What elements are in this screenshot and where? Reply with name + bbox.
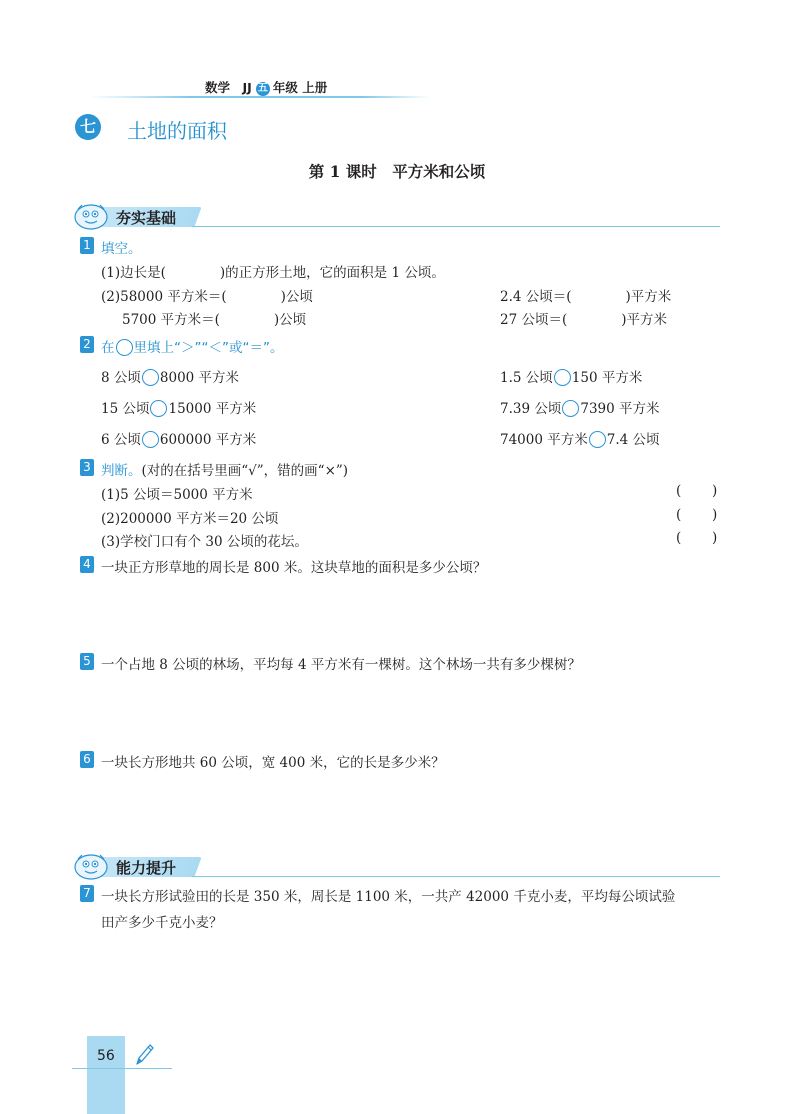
header-edition: JJ: [242, 80, 252, 95]
compare-right: 15000 平方米: [168, 401, 257, 417]
question-1-heading: 填空。: [101, 241, 142, 257]
cartoon-mascot-icon: [72, 201, 110, 231]
paren-open: (: [676, 530, 682, 546]
compare-circle-icon: [116, 339, 133, 356]
answer-circle[interactable]: [142, 369, 159, 386]
paren-open: (: [676, 507, 682, 523]
answer-circle[interactable]: [562, 400, 579, 417]
answer-circle[interactable]: [150, 400, 167, 417]
compare-right: 7.4 公顷: [606, 432, 660, 448]
question-number-1: 1: [80, 237, 94, 254]
question-2-heading: [101, 336, 283, 356]
judge-item-2: (2)200000 平方米＝20 公顷: [101, 511, 279, 527]
judge-item-1: (1)5 公顷＝5000 平方米: [101, 487, 253, 503]
compare-left: 7.39 公顷: [500, 401, 562, 417]
compare-item: [500, 397, 660, 417]
question-number-7: 7: [80, 885, 94, 902]
question-2-heading-pre: 在: [101, 340, 115, 356]
paren-close: ): [712, 530, 718, 546]
chapter-title: 土地的面积: [127, 119, 227, 143]
section-banner-advanced: [72, 851, 720, 881]
header-grade: 年级: [272, 80, 298, 95]
question-1-item-2b: 2.4 公顷＝( )平方米: [500, 289, 672, 305]
compare-item: [101, 397, 256, 417]
running-header: [205, 78, 327, 96]
compare-right: 7390 平方米: [580, 401, 660, 417]
compare-right: 600000 平方米: [159, 432, 257, 448]
header-divider: [90, 96, 430, 98]
compare-left: 74000 平方米: [500, 432, 588, 448]
judge-item-3: (3)学校门口有个 30 公顷的花坛。: [101, 534, 308, 550]
question-5-text: 一个占地 8 公顷的林场，平均每 4 平方米有一棵树。这个林场一共有多少棵树？: [101, 657, 581, 673]
question-1-item-1: (1)边长是( )的正方形土地，它的面积是 1 公顷。: [101, 265, 445, 281]
question-4-text: 一块正方形草地的周长是 800 米。这块草地的面积是多少公顷？: [101, 560, 487, 576]
lesson-title: 第 1 课时 平方米和公顷: [308, 162, 486, 181]
answer-circle[interactable]: [589, 431, 606, 448]
footer-divider: [72, 1068, 172, 1069]
compare-item: [500, 366, 642, 386]
paren-open: (: [676, 483, 682, 499]
header-subject: 数学: [205, 80, 231, 95]
question-1-item-2c: 5700 平方米＝( )公顷: [122, 312, 307, 328]
compare-item: [101, 366, 239, 386]
compare-left: 6 公顷: [101, 432, 141, 448]
grade-badge: 五: [257, 83, 268, 94]
question-number-4: 4: [80, 556, 94, 573]
section-banner-basic: [72, 201, 720, 231]
section-label-advanced: 能力提升: [116, 859, 177, 877]
question-3-note: (对的在括号里画“√”，错的画“×”): [141, 463, 349, 479]
header-volume: 上册: [302, 80, 328, 95]
paren-close: ): [712, 483, 718, 499]
answer-circle[interactable]: [142, 431, 159, 448]
pencil-icon: [133, 1042, 155, 1068]
question-number-3: 3: [80, 459, 94, 476]
page-number: 56: [97, 1048, 115, 1064]
question-7-line-1: 一块长方形试验田的长是 350 米，周长是 1100 米，一共产 42000 千克小麦，平均每公顷试验: [101, 889, 676, 905]
cartoon-mascot-icon: [72, 851, 110, 881]
question-2-heading-post: 里填上“＞”“＜”或“＝”。: [133, 340, 284, 356]
question-3-heading-text: 判断。: [101, 463, 142, 479]
section-label-basic: 夯实基础: [116, 209, 177, 227]
banner-rule: [192, 226, 720, 227]
answer-circle[interactable]: [554, 369, 571, 386]
compare-left: 8 公顷: [101, 370, 141, 386]
compare-right: 8000 平方米: [159, 370, 240, 386]
banner-rule: [192, 876, 720, 877]
question-number-5: 5: [80, 653, 94, 670]
chapter-badge: 七: [75, 114, 101, 140]
question-number-6: 6: [80, 751, 94, 768]
compare-left: 1.5 公顷: [500, 370, 553, 386]
compare-item: [500, 428, 660, 448]
question-1-item-2a: (2)58000 平方米＝( )公顷: [101, 289, 313, 305]
question-6-text: 一块长方形地共 60 公顷，宽 400 米，它的长是多少米？: [101, 755, 445, 771]
compare-item: [101, 428, 256, 448]
question-3-heading: [101, 459, 348, 479]
question-1-item-2d: 27 公顷＝( )平方米: [500, 312, 668, 328]
paren-close: ): [712, 507, 718, 523]
question-7-line-2: 田产多少千克小麦？: [101, 915, 223, 931]
question-number-2: 2: [80, 336, 94, 353]
compare-right: 150 平方米: [571, 370, 643, 386]
compare-left: 15 公顷: [101, 401, 150, 417]
